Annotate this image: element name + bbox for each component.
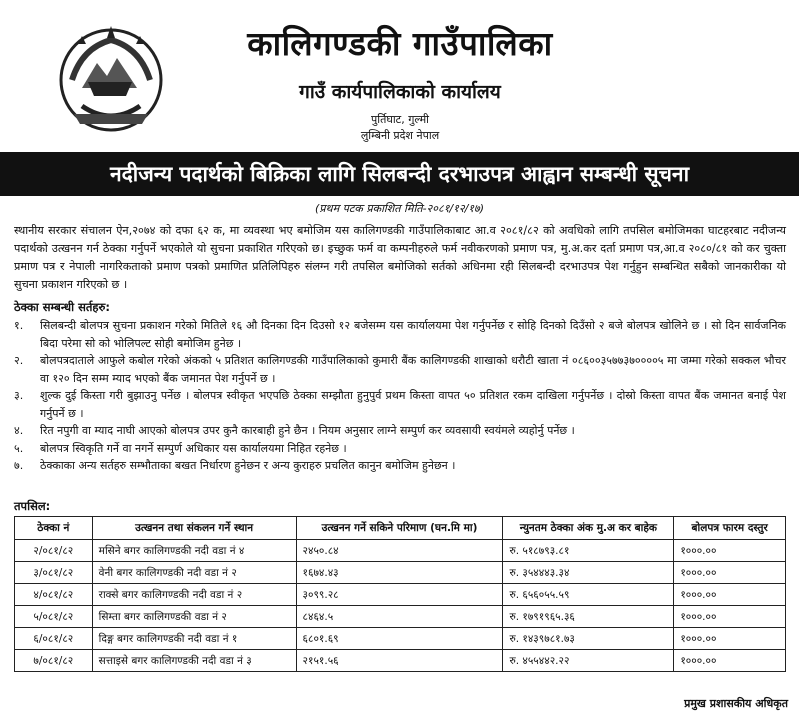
cell-min-amount: रु. १७९१९६५.३६ <box>503 606 674 628</box>
table-row <box>15 584 786 606</box>
table-row <box>15 540 786 562</box>
condition-text: बोलपत्र स्विकृति गर्ने वा नगर्ने सम्पुर्ण अधिकार यस कार्यालयमा निहित रहनेछ । <box>40 441 347 455</box>
condition-item <box>14 352 786 387</box>
municipality-title: कालिगण्डकी गाउँपालिका <box>247 24 553 63</box>
notice-title-banner: नदीजन्य पदार्थको बिक्रिका लागि सिलबन्दी दरभाउपत्र आह्वान सम्बन्धी सूचना <box>0 152 799 196</box>
cell-form-fee: १०००.०० <box>674 606 786 628</box>
condition-text: ठेक्काका अन्य सर्तहरु सम्भौताका बखत निर्धारण हुनेछन र अन्य कुराहरु प्रचलित कानुन बमोजिम हुनेछन । <box>40 459 456 472</box>
cell-min-amount: रु. ४५५४४२.२२ <box>503 650 674 672</box>
cell-min-amount: रु. ६५६०५५.५९ <box>503 584 674 606</box>
condition-number: १. <box>14 319 24 332</box>
conditions-list <box>14 317 786 475</box>
condition-number: ४. <box>14 424 24 437</box>
address-line-1: पुर्तिघाट, गुल्मी <box>370 113 430 126</box>
condition-item <box>14 317 786 352</box>
cell-min-amount: रु. १४३९७८१.७३ <box>503 628 674 650</box>
condition-number: ३. <box>14 389 24 402</box>
cell-contract-no: ७/०८१/८२ <box>15 650 93 672</box>
cell-form-fee: १०००.०० <box>674 584 786 606</box>
cell-location: राक्से बगर कालिगण्डकी नदी वडा नं २ <box>92 584 296 606</box>
nepal-emblem-icon <box>52 18 170 136</box>
cell-contract-no: ६/०८१/८२ <box>15 628 93 650</box>
cell-min-amount: रु. ५१८७९३.८१ <box>503 540 674 562</box>
condition-item <box>14 440 786 458</box>
table-row <box>15 628 786 650</box>
cell-location: सत्ताइसे बगर कालिगण्डकी नदी वडा नं ३ <box>92 650 296 672</box>
cell-quantity: २४५०.८४ <box>296 540 503 562</box>
cell-quantity: २१५१.५६ <box>296 650 503 672</box>
cell-quantity: ६८०१.६९ <box>296 628 503 650</box>
cell-location: मसिने बगर कालिगण्डकी नदी वडा नं ४ <box>92 540 296 562</box>
col-header-contract-no: ठेक्का नं <box>15 517 93 540</box>
cell-contract-no: ४/०८१/८२ <box>15 584 93 606</box>
condition-number: २. <box>14 354 24 367</box>
cell-form-fee: १०००.०० <box>674 562 786 584</box>
table-row <box>15 606 786 628</box>
col-header-min-amount: न्युनतम ठेक्का अंक मु.अ कर बाहेक <box>503 517 674 540</box>
cell-contract-no: २/०८१/८२ <box>15 540 93 562</box>
col-header-form-fee: बोलपत्र फारम दस्तुर <box>674 517 786 540</box>
cell-location: दिङ्ग बगर कालिगण्डकी नदी वडा नं १ <box>92 628 296 650</box>
cell-form-fee: १०००.०० <box>674 628 786 650</box>
condition-number: ७. <box>14 459 24 472</box>
contract-schedule-table <box>14 516 786 672</box>
conditions-title: ठेक्का सम्बन्धी सर्तहरु: <box>14 300 110 314</box>
condition-text: बोलपत्रदाताले आफुले कबोल गरेको अंकको ५ प्रतिशत कालिगण्डकी गाउँपालिकाको कुमारी बैंक कालिगण्डकी शाखाको धरौटी खाता नं ०८६००३५७७३७००००५ मा जम्मा गरेको सक्कल भौचर वा १२० दिन सम्म म्याद भएको बैंक जमानत पेश गर्नुपर्ने छ । <box>40 354 786 385</box>
condition-number: ५. <box>14 441 24 455</box>
cell-contract-no: ५/०८१/८२ <box>15 606 93 628</box>
condition-text: रित नपुगी वा म्याद नाघी आएको बोलपत्र उपर कुनै कारबाही हुने छैन । नियम अनुसार लाग्ने सम्पुर्ण कर व्यवसायी स्वयंमले व्यहोर्नु पर्नेछ । <box>40 424 575 437</box>
cell-quantity: १६७४.४३ <box>296 562 503 584</box>
condition-item <box>14 387 786 422</box>
condition-text: सिलबन्दी बोलपत्र सुचना प्रकाशन गरेको मितिले १६ औ दिनका दिन दिउसो १२ बजेसम्म यस कार्यालयमा पेश गर्नुपर्नेछ र सोहि दिनको दिउँसो २ बजे बोलपत्र खोलिने छ । सो दिन सार्वजनिक बिदा परेमा सो को भोलिपल्ट सोही बमोजिम हुनेछ । <box>40 319 786 350</box>
cell-contract-no: ३/०८१/८२ <box>15 562 93 584</box>
letterhead <box>0 0 799 150</box>
schedule-title: तपसिल: <box>14 499 51 513</box>
office-subtitle: गाउँ कार्यपालिकाको कार्यालय <box>299 81 501 103</box>
cell-min-amount: रु. ३५४४४३.३४ <box>503 562 674 584</box>
cell-quantity: ३०९९.२८ <box>296 584 503 606</box>
condition-item <box>14 457 786 475</box>
cell-quantity: ८४६४.५ <box>296 606 503 628</box>
cell-form-fee: १०००.०० <box>674 650 786 672</box>
address-line-2: लुम्बिनी प्रदेश नेपाल <box>360 129 440 142</box>
condition-item <box>14 422 786 440</box>
table-row <box>15 562 786 584</box>
cell-location: वेनी बगर कालिगण्डकी नदी वडा नं २ <box>92 562 296 584</box>
published-date: (प्रथम पटक प्रकाशित मिति-२०८१/१२/१७) <box>314 202 485 215</box>
table-row <box>15 650 786 672</box>
col-header-quantity: उत्खनन गर्ने सकिने परिमाण (घन.मि मा) <box>296 517 503 540</box>
intro-paragraph: स्थानीय सरकार संचालन ऐन,२०७४ को दफा ६२ क, मा व्यवस्था भए बमोजिम यस कालिगण्डकी गाउँपालिकाबाट आ.व २०८१/८२ को अवधिको लागि तपसिल बमोजिमका घाटहरबाट नदीजन्य पदार्थको उत्खनन गर्न ठेक्का गर्नुपर्ने भएकोले यो सुचना प्रकाशित गरिएको छ। इच्छुक फर्म वा कम्पनीहरुले फर्म नवीकरणको प्रमाण पत्र, मु.अ.कर दर्ता प्रमाण पत्र,आ.व २०८०/८१ को कर चुक्ता प्रमाण पत्र र नेपाली नागरिकताको प्रमाण पत्रको प्रमाणित प्रतिलिपिहरु संलग्न गरी तपसिल बमोजिको सर्तको अधिनमा रही सिलबन्दी दरभाउपत्र पेश गर्नुहुन सम्बन्धित सबैको जानकारीका यो सुचना प्रकाशन गरिएको छ । <box>14 224 786 291</box>
signatory-title: प्रमुख प्रशासकीय अधिकृत <box>684 697 788 710</box>
table-header-row <box>15 517 786 540</box>
cell-form-fee: १०००.०० <box>674 540 786 562</box>
col-header-location: उत्खनन तथा संकलन गर्ने स्थान <box>92 517 296 540</box>
cell-location: सिम्ता बगर कालिगण्डकी वडा नं २ <box>92 606 296 628</box>
condition-text: शुल्क दुई किस्ता गरी बुझाउनु पर्नेछ । बोलपत्र स्वीकृत भएपछि ठेक्का सम्झौता हुनुपुर्व प्रथम किस्ता वापत ५० प्रतिशत रकम दाखिला गर्नुपर्नेछ । दोस्रो किस्ता वापत बैंक जमानत बनाई पेश गर्नुपर्ने छ । <box>40 389 786 420</box>
